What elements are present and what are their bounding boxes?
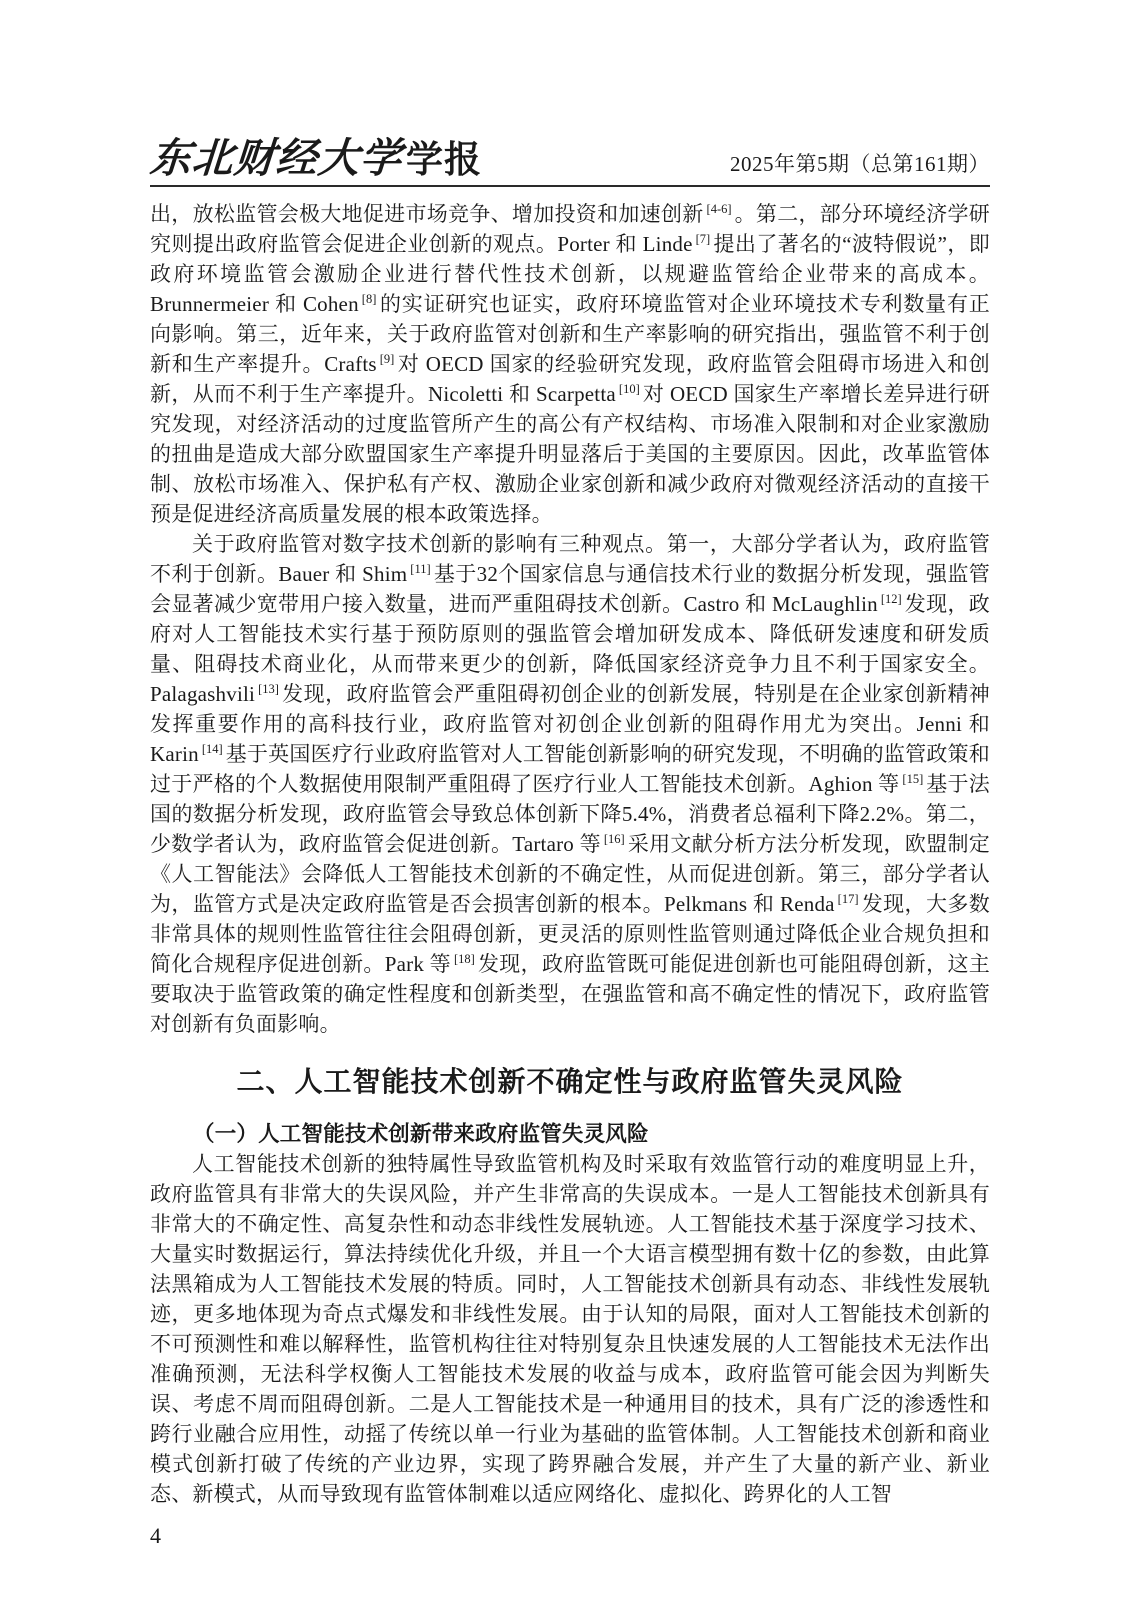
paragraph: 出，放松监管会极大地促进市场竞争、增加投资和加速创新 [4-6] 。第二，部分环境经济学研究则提出政府监管会促进企业创新的观点。Porter 和 Linde [7] 提出了著名的“波特假说”，即政府环境监管会激励企业进行替代性技术创新，以规避监管给企业带来的高成本。Brunnermeier 和 Cohen [8] 的实证研究也证实，政府环境监管对企业环境技术专利数量有正向影响。第三，近年来，关于政府监管对创新和生产率影响的研究指出，强监管不利于创新和生产率提升。Crafts [9] 对 OECD 国家的经验研究发现，政府监管会阻碍市场进入和创新，从而不利于生产率提升。Nicoletti 和 Scarpetta [10] 对 OECD 国家生产率增长差异进行研究发现，对经济活动的过度监管所产生的高公有产权结构、市场准入限制和对企业家激励的扭曲是造成大部分欧盟国家生产率提升明显落后于美国的主要原因。因此，改革监管体制、放松市场准入、保护私有产权、激励企业家创新和减少政府对微观经济活动的直接干预是促进经济高质量发展的根本政策选择。 — [150, 202, 991, 526]
citation-marker: [14] — [201, 742, 223, 756]
citation-marker: [13] — [258, 682, 279, 696]
page-number: 4 — [150, 1523, 161, 1548]
citation-marker: [17] — [837, 892, 859, 906]
citation-marker: [12] — [880, 592, 902, 606]
page-footer — [150, 1525, 990, 1548]
page-header — [148, 134, 990, 185]
citation-marker: [10] — [618, 382, 640, 396]
header-divider — [150, 185, 990, 187]
citation-marker: [15] — [902, 772, 924, 786]
article-body — [150, 199, 990, 1509]
citation-marker: [8] — [361, 292, 377, 306]
citation-marker: [16] — [603, 832, 625, 846]
section-heading: 二、人工智能技术创新不确定性与政府监管失灵风险 — [236, 1066, 904, 1097]
journal-logo — [148, 134, 482, 182]
citation-marker: [18] — [453, 952, 475, 966]
paragraph: 人工智能技术创新的独特属性导致监管机构及时采取有效监管行动的难度明显上升，政府监管具有非常大的失误风险，并产生非常高的失误成本。一是人工智能技术创新具有非常大的不确定性、高复杂性和动态非线性发展轨迹。人工智能技术基于深度学习技术、大量实时数据运行，算法持续优化升级，并且一个大语言模型拥有数十亿的参数，由此算法黑箱成为人工智能技术发展的特质。同时，人工智能技术创新具有动态、非线性发展轨迹，更多地体现为奇点式爆发和非线性发展。由于认知的局限，面对人工智能技术创新的不可预测性和难以解释性，监管机构往往对特别复杂且快速发展的人工智能技术无法作出准确预测，无法科学权衡人工智能技术发展的收益与成本，政府监管可能会因为判断失误、考虑不周而阻碍创新。二是人工智能技术是一种通用目的技术，具有广泛的渗透性和跨行业融合应用性，动摇了传统以单一行业为基础的监管体制。人工智能技术创新和商业模式创新打破了传统的产业边界，实现了跨界融合发展，并产生了大量的新产业、新业态、新模式，从而导致现有监管体制难以适应网络化、虚拟化、跨界化的人工智 — [150, 1152, 990, 1506]
paragraph: 关于政府监管对数字技术创新的影响有三种观点。第一，大部分学者认为，政府监管不利于创新。Bauer 和 Shim [11] 基于32个国家信息与通信技术行业的数据分析发现，强监管会显著减少宽带用户接入数量，进而严重阻碍技术创新。Castro 和 McLaughlin [12] 发现，政府对人工智能技术实行基于预防原则的强监管会增加研发成本、降低研发速度和研发质量、阻碍技术商业化，从而带来更少的创新，降低国家经济竞争力且不利于国家安全。Palagashvili [13] 发现，政府监管会严重阻碍初创企业的创新发展，特别是在企业家创新精神发挥重要作用的高科技行业，政府监管对初创企业创新的阻碍作用尤为突出。Jenni 和 Karin [14] 基于英国医疗行业政府监管对人工智能创新影响的研究发现，不明确的监管政策和过于严格的个人数据使用限制严重阻碍了医疗行业人工智能技术创新。Aghion 等 [15] 基于法国的数据分析发现，政府监管会导致总体创新下降5.4%，消费者总福利下降2.2%。第二，少数学者认为，政府监管会促进创新。Tartaro 等 [16] 采用文献分析方法分析发现，欧盟制定《人工智能法》会降低人工智能技术创新的不确定性，从而促进创新。第三，部分学者认为，监管方式是决定政府监管是否会损害创新的根本。Pelkmans 和 Renda [17] 发现，大多数非常具体的规则性监管往往会阻碍创新，更灵活的原则性监管则通过降低企业合规负担和简化合规程序促进创新。Park 等 [18] 发现，政府监管既可能促进创新也可能阻碍创新，这主要取决于监管政策的确定性程度和创新类型，在强监管和高不确定性的情况下，政府监管对创新有负面影响。 — [150, 532, 991, 1036]
journal-logo-suffix: 学报 — [406, 140, 482, 181]
citation-marker: [9] — [379, 352, 395, 366]
citation-marker: [7] — [695, 232, 711, 246]
subsection-heading: （一）人工智能技术创新带来政府监管失灵风险 — [193, 1122, 649, 1146]
journal-logo-calligraphy: 东北财经大学 — [148, 134, 404, 182]
citation-marker: [4-6] — [706, 202, 732, 216]
citation-marker: [11] — [410, 562, 431, 576]
issue-info: 2025年第5期（总第161期） — [730, 152, 990, 176]
